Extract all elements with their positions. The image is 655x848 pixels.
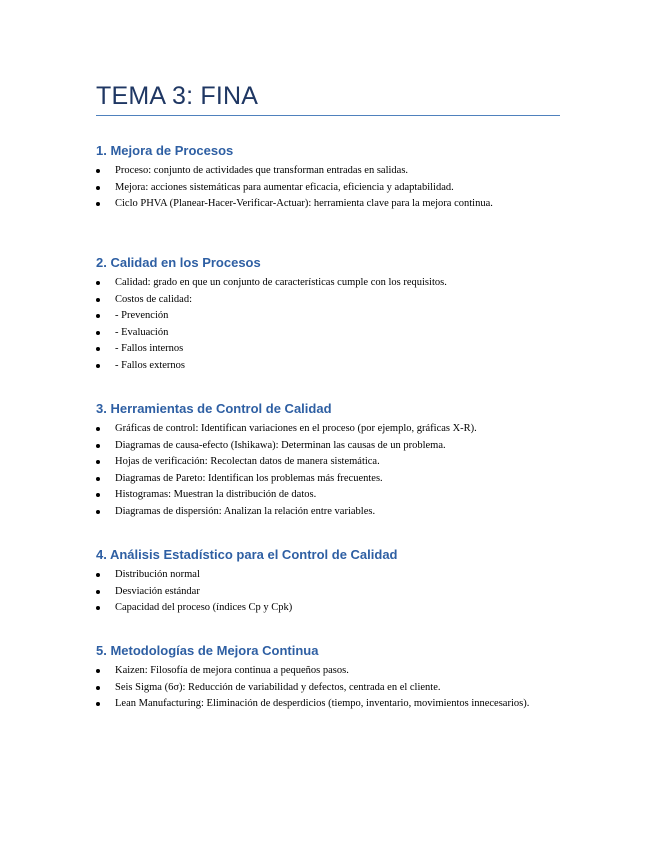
section-calidad-en-los-procesos [96, 255, 560, 375]
bullet-icon [96, 669, 100, 673]
bullet-icon [96, 702, 100, 706]
bullet-icon [96, 606, 100, 610]
list-item: Seis Sigma (6σ): Reducción de variabilidad y defectos, centrada en el cliente. [96, 680, 560, 697]
bullet-icon [96, 347, 100, 351]
bullet-list [96, 567, 560, 617]
section-heading: 5. Metodologías de Mejora Continua [96, 643, 319, 658]
list-item: Costos de calidad: [96, 292, 560, 309]
list-item: Lean Manufacturing: Eliminación de desperdicios (tiempo, inventario, movimientos innecesarios). [96, 696, 535, 713]
section-metodologias-de-mejora [96, 643, 560, 713]
list-item: - Prevención [96, 308, 560, 325]
title-divider [96, 115, 560, 116]
section-herramientas-de-control [96, 401, 560, 521]
list-item: Mejora: acciones sistemáticas para aumentar eficacia, eficiencia y adaptabilidad. [96, 180, 560, 197]
bullet-icon [96, 686, 100, 690]
list-item: - Evaluación [96, 325, 560, 342]
bullet-icon [96, 186, 100, 190]
section-heading: 2. Calidad en los Procesos [96, 255, 261, 270]
bullet-icon [96, 331, 100, 335]
list-item: Capacidad del proceso (índices Cp y Cpk) [96, 600, 560, 617]
bullet-icon [96, 573, 100, 577]
list-item: Diagramas de causa-efecto (Ishikawa): Determinan las causas de un problema. [96, 438, 560, 455]
list-item: Desviación estándar [96, 584, 560, 601]
bullet-icon [96, 169, 100, 173]
bullet-icon [96, 444, 100, 448]
list-item: Gráficas de control: Identifican variaciones en el proceso (por ejemplo, gráficas X-R). [96, 421, 560, 438]
bullet-icon [96, 590, 100, 594]
list-item: Diagramas de Pareto: Identifican los problemas más frecuentes. [96, 471, 560, 488]
list-item: Histogramas: Muestran la distribución de datos. [96, 487, 560, 504]
page-title: TEMA 3: FINA [96, 82, 259, 110]
bullet-icon [96, 281, 100, 285]
list-item: Calidad: grado en que un conjunto de características cumple con los requisitos. [96, 275, 560, 292]
bullet-icon [96, 364, 100, 368]
bullet-list [96, 421, 560, 521]
bullet-list [96, 663, 560, 713]
section-heading: 4. Análisis Estadístico para el Control de Calidad [96, 547, 398, 562]
list-item: Ciclo PHVA (Planear-Hacer-Verificar-Actuar): herramienta clave para la mejora continua. [96, 196, 535, 213]
list-item: - Fallos externos [96, 358, 560, 375]
bullet-icon [96, 202, 100, 206]
list-item: Kaizen: Filosofía de mejora continua a pequeños pasos. [96, 663, 560, 680]
list-item: Diagramas de dispersión: Analizan la relación entre variables. [96, 504, 560, 521]
bullet-icon [96, 460, 100, 464]
section-heading: 3. Herramientas de Control de Calidad [96, 401, 332, 416]
section-mejora-de-procesos [96, 143, 560, 213]
section-analisis-estadistico [96, 547, 560, 617]
list-item: Distribución normal [96, 567, 560, 584]
list-item: - Fallos internos [96, 341, 560, 358]
list-item: Proceso: conjunto de actividades que transforman entradas en salidas. [96, 163, 560, 180]
section-heading: 1. Mejora de Procesos [96, 143, 234, 158]
bullet-icon [96, 314, 100, 318]
list-item: Hojas de verificación: Recolectan datos de manera sistemática. [96, 454, 560, 471]
bullet-icon [96, 427, 100, 431]
bullet-list [96, 163, 560, 213]
bullet-list [96, 275, 560, 375]
bullet-icon [96, 510, 100, 514]
bullet-icon [96, 493, 100, 497]
bullet-icon [96, 298, 100, 302]
bullet-icon [96, 477, 100, 481]
